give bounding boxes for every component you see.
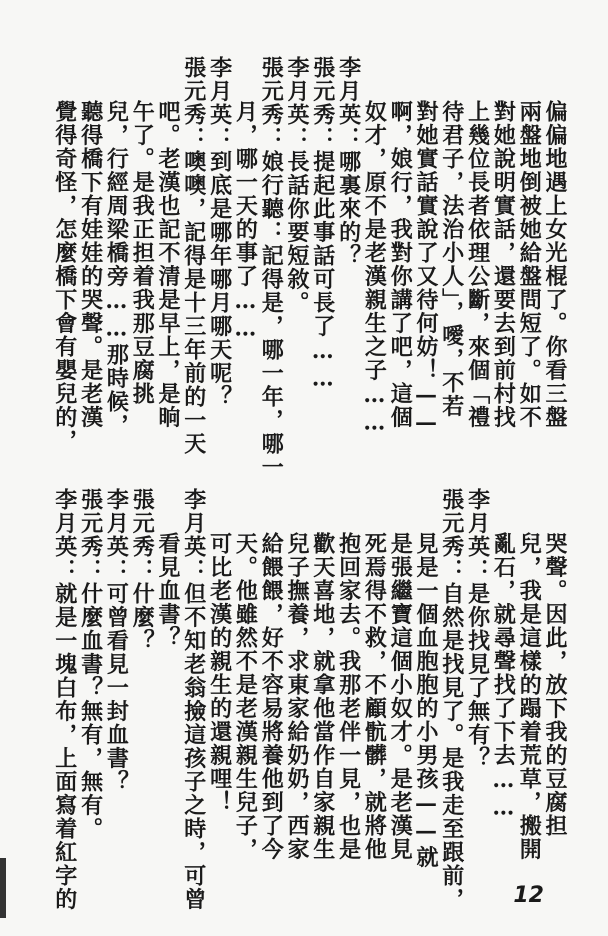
- text-column: 張元秀：自然是找見了。是我走至跟前，: [438, 488, 465, 911]
- text-column: 對她實話實說了又待何妨！——: [413, 100, 439, 437]
- text-column: 張元秀：娘行聽：記得是，哪一年，哪一: [258, 56, 285, 479]
- text-column: 是張繼寶這個小奴才。是老漢見: [387, 532, 414, 861]
- text-column: 啊，娘行，我對你講了吧，這個: [387, 100, 414, 429]
- text-column: 抱回家去。我那老伴一見，也是: [335, 532, 362, 861]
- text-column: 偏偏地遇上女光棍了。你看三盤: [542, 100, 568, 429]
- text-column: 哭聲。因此，放下我的豆腐担: [542, 532, 568, 838]
- text-column: 午了。是我正担着我那豆腐挑: [129, 100, 156, 406]
- text-column: 歡天喜地，就拿他當作自家親生: [309, 532, 336, 861]
- text-column: 死焉得不救，不顧骯髒，就將他: [361, 532, 388, 861]
- text-column: 亂石，就尋聲找了下去……: [490, 532, 517, 822]
- page-number: 12: [513, 883, 544, 908]
- text-column: 月，哪一天的事了……: [232, 100, 259, 343]
- text-column: 覺得奇怪，怎麼橋下會有嬰兒的，: [51, 100, 78, 453]
- text-column: 李月英：但不知老翁撿這孩子之時，可曾: [180, 488, 207, 911]
- text-column: 李月英：長話你要短敘。: [284, 56, 310, 315]
- text-column: 李月英：就是一塊白布，上面寫着紅字的: [51, 488, 78, 911]
- text-column: 兩盤地倒被她給盤問短了。如不: [516, 100, 543, 429]
- text-column: 見是一個血胞胞的小男孩——就: [413, 532, 439, 869]
- text-column: 奴才，原不是老漢親生之子……: [361, 100, 388, 437]
- text-column: 兒，行經周梁橋旁……那時候，: [103, 100, 130, 437]
- text-column: 兒子撫養，求東家給奶奶，西家: [284, 532, 310, 861]
- text-column: 吧。老漢也記不清是早上，是晌: [155, 100, 181, 429]
- text-column: 張元秀：噢噢，記得是十三年前的一天: [180, 56, 207, 456]
- text-column: 張元秀：什麼？: [129, 488, 156, 653]
- text-column: 李月英：哪裏來的？: [335, 56, 362, 268]
- text-column: 看見血書？: [155, 532, 181, 650]
- text-column: 給餵餵，好不容易將養他到了今: [258, 532, 285, 861]
- text-column: 張元秀：什麼血書？無有，無有。: [77, 488, 104, 841]
- text-column: 張元秀：提起此事話可長了……: [309, 56, 336, 393]
- text-column: 李月英：可曾看見一封血書？: [103, 488, 130, 794]
- text-column: 李月英：到底是哪年哪月哪天呢？: [206, 56, 233, 409]
- text-column: 對她說明實話，還要去到前村找: [490, 100, 517, 429]
- text-column: 聽得橋下有娃娃的哭聲。是老漢: [77, 100, 104, 429]
- text-column: 兒，我是這樣的蹋着荒草，搬開: [516, 532, 543, 861]
- text-column: 李月英：是你找見了無有？: [464, 488, 491, 770]
- text-column: 可比老漢的親生的還親哩！: [206, 532, 233, 814]
- scan-edge-mark: [0, 858, 6, 918]
- text-column: 待君子，法治小人」，噯，不若: [438, 100, 465, 418]
- text-column: 上幾位長者依理公斷，來個「禮: [464, 100, 491, 429]
- text-column: 天。他雖然不是老漢親生兒子，: [232, 532, 259, 861]
